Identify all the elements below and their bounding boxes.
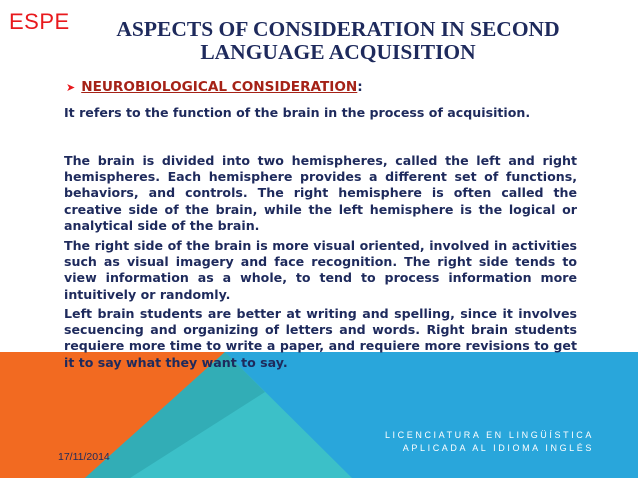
section-heading [66, 79, 363, 95]
footer-program-line-2: APLICADA AL IDIOMA INGLÉS [402, 443, 594, 453]
arrow-right-icon: ➤ [66, 81, 76, 94]
footer-program [385, 429, 594, 455]
section-heading-colon: : [357, 79, 363, 95]
paragraph-hemispheres: The brain is divided into two hemispheres, called the left and right hemispheres. Each hemisphere provides a different set of functions, behaviors, and controls. The right hemisphere is often called the creative side of the brain, while the left hemisphere is the logical or analytical side of the brain. [64, 153, 577, 233]
footer-program-line-1: LICENCIATURA EN LINGÜÍSTICA [384, 430, 594, 440]
title-line-2: LANGUAGE ACQUISITION [200, 40, 476, 64]
title-line-1: ASPECTS OF CONSIDERATION IN SECOND [116, 17, 560, 41]
espe-logo: ESPE [9, 9, 70, 34]
section-heading-text: NEUROBIOLOGICAL CONSIDERATION [81, 79, 358, 95]
slide-title [88, 18, 588, 64]
paragraph-right-side: The right side of the brain is more visual oriented, involved in activities such as visual imagery and face recognition. The right side tends to view information as a whole, to tend to process information more intuitively or randomly. [64, 238, 577, 302]
section-intro: It refers to the function of the brain in the process of acquisition. [64, 105, 531, 120]
footer-date: 17/11/2014 [58, 451, 110, 463]
paragraph-left-brain: Left brain students are better at writing and spelling, since it involves secuencing and organizing of letters and words. Right brain students requiere more time to write a paper, and requiere more revisions to get it to say what they want to say. [64, 306, 577, 370]
